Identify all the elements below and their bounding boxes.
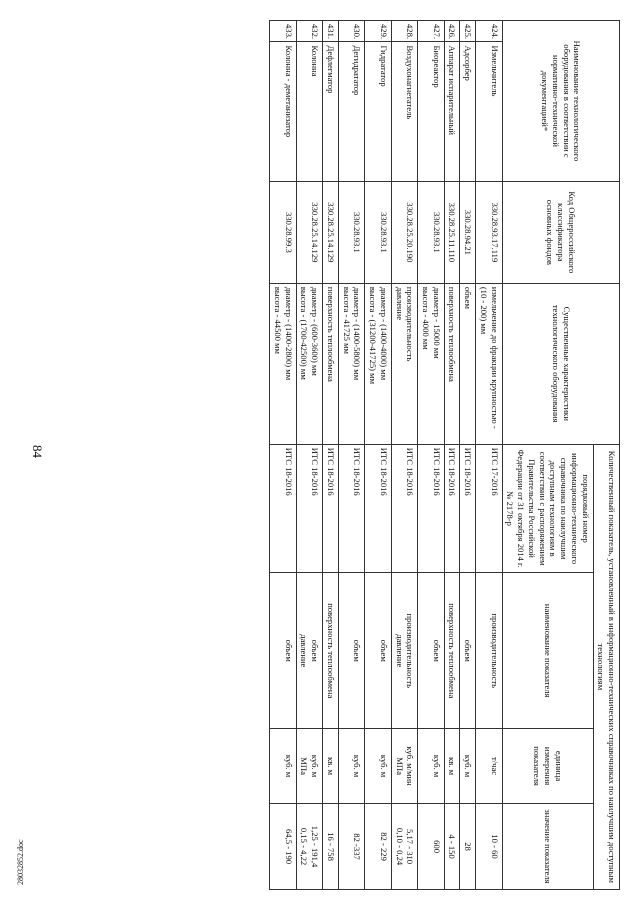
header-its-number: порядковый номер информационно-технического справочника по наилучшим доступным технологиям в соответствии с распоряжением Правительства Российской Федерации от 31 октября 2014 г. № 2178-р: [502, 444, 593, 573]
unit: [444, 729, 460, 804]
characteristics-line: давление: [394, 286, 405, 321]
value-line: 10 - 60: [489, 834, 500, 859]
indicator-name: [444, 573, 460, 729]
its-number: ИТС 18-2016: [323, 444, 339, 573]
page-number: 84: [30, 445, 45, 458]
indicator-name: [476, 573, 502, 729]
characteristics-line: высота - (31200-41725) мм: [368, 286, 379, 385]
characteristics: [476, 283, 502, 444]
indicator-name-line: объем: [283, 639, 294, 662]
row-number: 430.: [338, 21, 364, 42]
table-row: [460, 21, 476, 890]
okof-code: 330.28.25.14.129: [296, 181, 322, 283]
unit-line: МПа: [394, 757, 405, 775]
value-line: 28: [463, 842, 474, 851]
equipment-table: [269, 20, 620, 890]
value: [444, 804, 460, 890]
unit: [418, 729, 444, 804]
characteristics-line: производительность: [405, 286, 416, 362]
row-number: 426.: [444, 21, 460, 42]
equipment-table-wrapper: [60, 20, 620, 890]
unit-line: куб. м: [463, 754, 474, 778]
value-line: 64,5 - 190: [283, 829, 294, 865]
row-number: 424.: [476, 21, 502, 42]
table-row: [296, 21, 322, 890]
value-line: 1,25 - 191,4: [310, 825, 321, 868]
characteristics: [460, 283, 476, 444]
equipment-name: Дефлегматор: [323, 42, 339, 181]
okof-code: 330.28.93.1: [338, 181, 364, 283]
its-number: ИТС 18-2016: [418, 444, 444, 573]
equipment-name: Колонна - деметанизатор: [270, 42, 296, 181]
value-line: 16 - 758: [325, 832, 336, 861]
characteristics-line: диаметр - 15000 мм: [431, 286, 442, 359]
unit-line: куб. м: [283, 754, 294, 778]
row-number: 433.: [270, 21, 296, 42]
value-line: 0,15 - 4,22: [299, 827, 310, 866]
value: [418, 804, 444, 890]
characteristics: [296, 283, 322, 444]
indicator-name-line: объем: [352, 639, 363, 662]
header-quantitative-indicator: Количественный показатель, установленный в информационно-технических справочниках по наилучшим доступным технологиям: [593, 444, 619, 889]
indicator-name: [365, 573, 391, 729]
characteristics: [338, 283, 364, 444]
indicator-name-line: объем: [463, 639, 474, 662]
characteristics-line: высота - (1700-42500) мм: [299, 286, 310, 380]
characteristics-line: высота - 4000 мм: [420, 286, 431, 350]
indicator-name-line: производительность: [489, 613, 500, 689]
equipment-name: Биореактор: [418, 42, 444, 181]
unit-line: куб. м: [310, 754, 321, 778]
unit: [391, 729, 417, 804]
unit-line: куб. м: [352, 754, 363, 778]
equipment-name: Адсорбер: [460, 42, 476, 181]
its-number: ИТС 18-2016: [338, 444, 364, 573]
characteristics: [323, 283, 339, 444]
unit: [296, 729, 322, 804]
unit: [365, 729, 391, 804]
characteristics-line: диаметр - (1400-2800) мм: [283, 286, 294, 381]
unit: [476, 729, 502, 804]
row-number: 432.: [296, 21, 322, 42]
okof-code: 330.28.93.17.119: [476, 181, 502, 283]
value-line: 600: [431, 840, 442, 853]
okof-code: 330.28.93.1: [418, 181, 444, 283]
value: [270, 804, 296, 890]
table-row: [338, 21, 364, 890]
row-number: 429.: [365, 21, 391, 42]
characteristics-line: объем: [463, 286, 474, 309]
indicator-name: [338, 573, 364, 729]
characteristics-line: диаметр - (1400-4000) мм: [378, 286, 389, 381]
characteristics-line: поверхность теплообмена: [447, 286, 458, 382]
characteristics-line: диаметр - (1400-5800) мм: [352, 286, 363, 381]
okof-code: 330.28.93.1: [365, 181, 391, 283]
indicator-name-line: объем: [310, 639, 321, 662]
value: [296, 804, 322, 890]
header-equipment-name: Наименование технологического оборудования в соответствии с нормативно-технической документацией*: [502, 21, 619, 182]
its-number: ИТС 18-2016: [296, 444, 322, 573]
its-number: ИТС 17-2016: [476, 444, 502, 573]
value: [460, 804, 476, 890]
indicator-name-line: объем: [431, 639, 442, 662]
its-number: ИТС 18-2016: [444, 444, 460, 573]
table-row: [444, 21, 460, 890]
equipment-name: Дегидрататор: [338, 42, 364, 181]
unit-line: куб. м: [431, 754, 442, 778]
unit-line: куб. м: [378, 754, 389, 778]
value: [476, 804, 502, 890]
equipment-name: Измельчитель: [476, 42, 502, 181]
value: [365, 804, 391, 890]
unit: [323, 729, 339, 804]
unit-line: МПа: [299, 757, 310, 775]
unit: [460, 729, 476, 804]
equipment-name: Аппарат испарительный: [444, 42, 460, 181]
indicator-name-line: давление: [394, 634, 405, 668]
unit-line: кв. м: [325, 757, 336, 776]
equipment-name: Гидрататор: [365, 42, 391, 181]
value-line: 0,10 - 0,24: [394, 827, 405, 866]
characteristics-line: измельчение до фракции крупностью -: [489, 286, 500, 429]
table-row: [418, 21, 444, 890]
table-row: [391, 21, 417, 890]
characteristics: [418, 283, 444, 444]
row-number: 428.: [391, 21, 417, 42]
okof-code: 330.28.25.20.190: [391, 181, 417, 283]
unit-line: куб. м/мин: [405, 746, 416, 786]
table-body: [270, 21, 502, 890]
value-line: 5,17 - 310: [405, 829, 416, 865]
indicator-name-line: поверхность теплообмена: [325, 603, 336, 699]
unit: [338, 729, 364, 804]
indicator-name: [323, 573, 339, 729]
header-value: значение показателя: [502, 804, 593, 890]
document-id: 28032852.doc: [16, 839, 25, 885]
okof-code: 330.28.25.11.110: [444, 181, 460, 283]
characteristics-line: высота - 44500 мм: [272, 286, 283, 354]
header-indicator-name: наименование показателя: [502, 573, 593, 729]
header-characteristics: Существенные характеристики технологического оборудования: [502, 283, 619, 444]
header-unit: единица измерения показателя: [502, 729, 593, 804]
table-row: [476, 21, 502, 890]
row-number: 427.: [418, 21, 444, 42]
characteristics-line: поверхность теплообмена: [325, 286, 336, 382]
characteristics-line: (10 - 200) мм: [478, 286, 489, 335]
value: [323, 804, 339, 890]
unit: [270, 729, 296, 804]
value: [391, 804, 417, 890]
its-number: ИТС 18-2016: [270, 444, 296, 573]
characteristics: [391, 283, 417, 444]
okof-code: 330.28.94.21: [460, 181, 476, 283]
okof-code: 330.28.99.3: [270, 181, 296, 283]
characteristics: [270, 283, 296, 444]
value: [338, 804, 364, 890]
indicator-name-line: производительность: [405, 613, 416, 689]
characteristics: [444, 283, 460, 444]
indicator-name: [391, 573, 417, 729]
characteristics-line: высота - 41725 мм: [341, 286, 352, 354]
equipment-name: Колонна: [296, 42, 322, 181]
value-line: 82 - 229: [378, 832, 389, 861]
its-number: ИТС 18-2016: [391, 444, 417, 573]
table-row: [365, 21, 391, 890]
okof-code: 330.28.25.14.129: [323, 181, 339, 283]
row-number: 431.: [323, 21, 339, 42]
indicator-name: [418, 573, 444, 729]
indicator-name-line: поверхность теплообмена: [447, 603, 458, 699]
unit-line: т/час: [489, 757, 500, 776]
row-number: 425.: [460, 21, 476, 42]
indicator-name-line: объем: [378, 639, 389, 662]
its-number: ИТС 18-2016: [365, 444, 391, 573]
its-number: ИТС 18-2016: [460, 444, 476, 573]
indicator-name: [296, 573, 322, 729]
table-row: [270, 21, 296, 890]
value-line: 4 - 150: [447, 834, 458, 859]
value-line: 82 -337: [352, 833, 363, 860]
indicator-name: [270, 573, 296, 729]
indicator-name: [460, 573, 476, 729]
unit-line: кв. м: [447, 757, 458, 776]
characteristics: [365, 283, 391, 444]
table-row: [323, 21, 339, 890]
characteristics-line: диаметр - (600-3600) мм: [310, 286, 321, 376]
equipment-name: Воздухонагнетатель: [391, 42, 417, 181]
header-okof-code: Код Общероссийского классификатора основных фондов: [502, 181, 619, 283]
indicator-name-line: давление: [299, 634, 310, 668]
